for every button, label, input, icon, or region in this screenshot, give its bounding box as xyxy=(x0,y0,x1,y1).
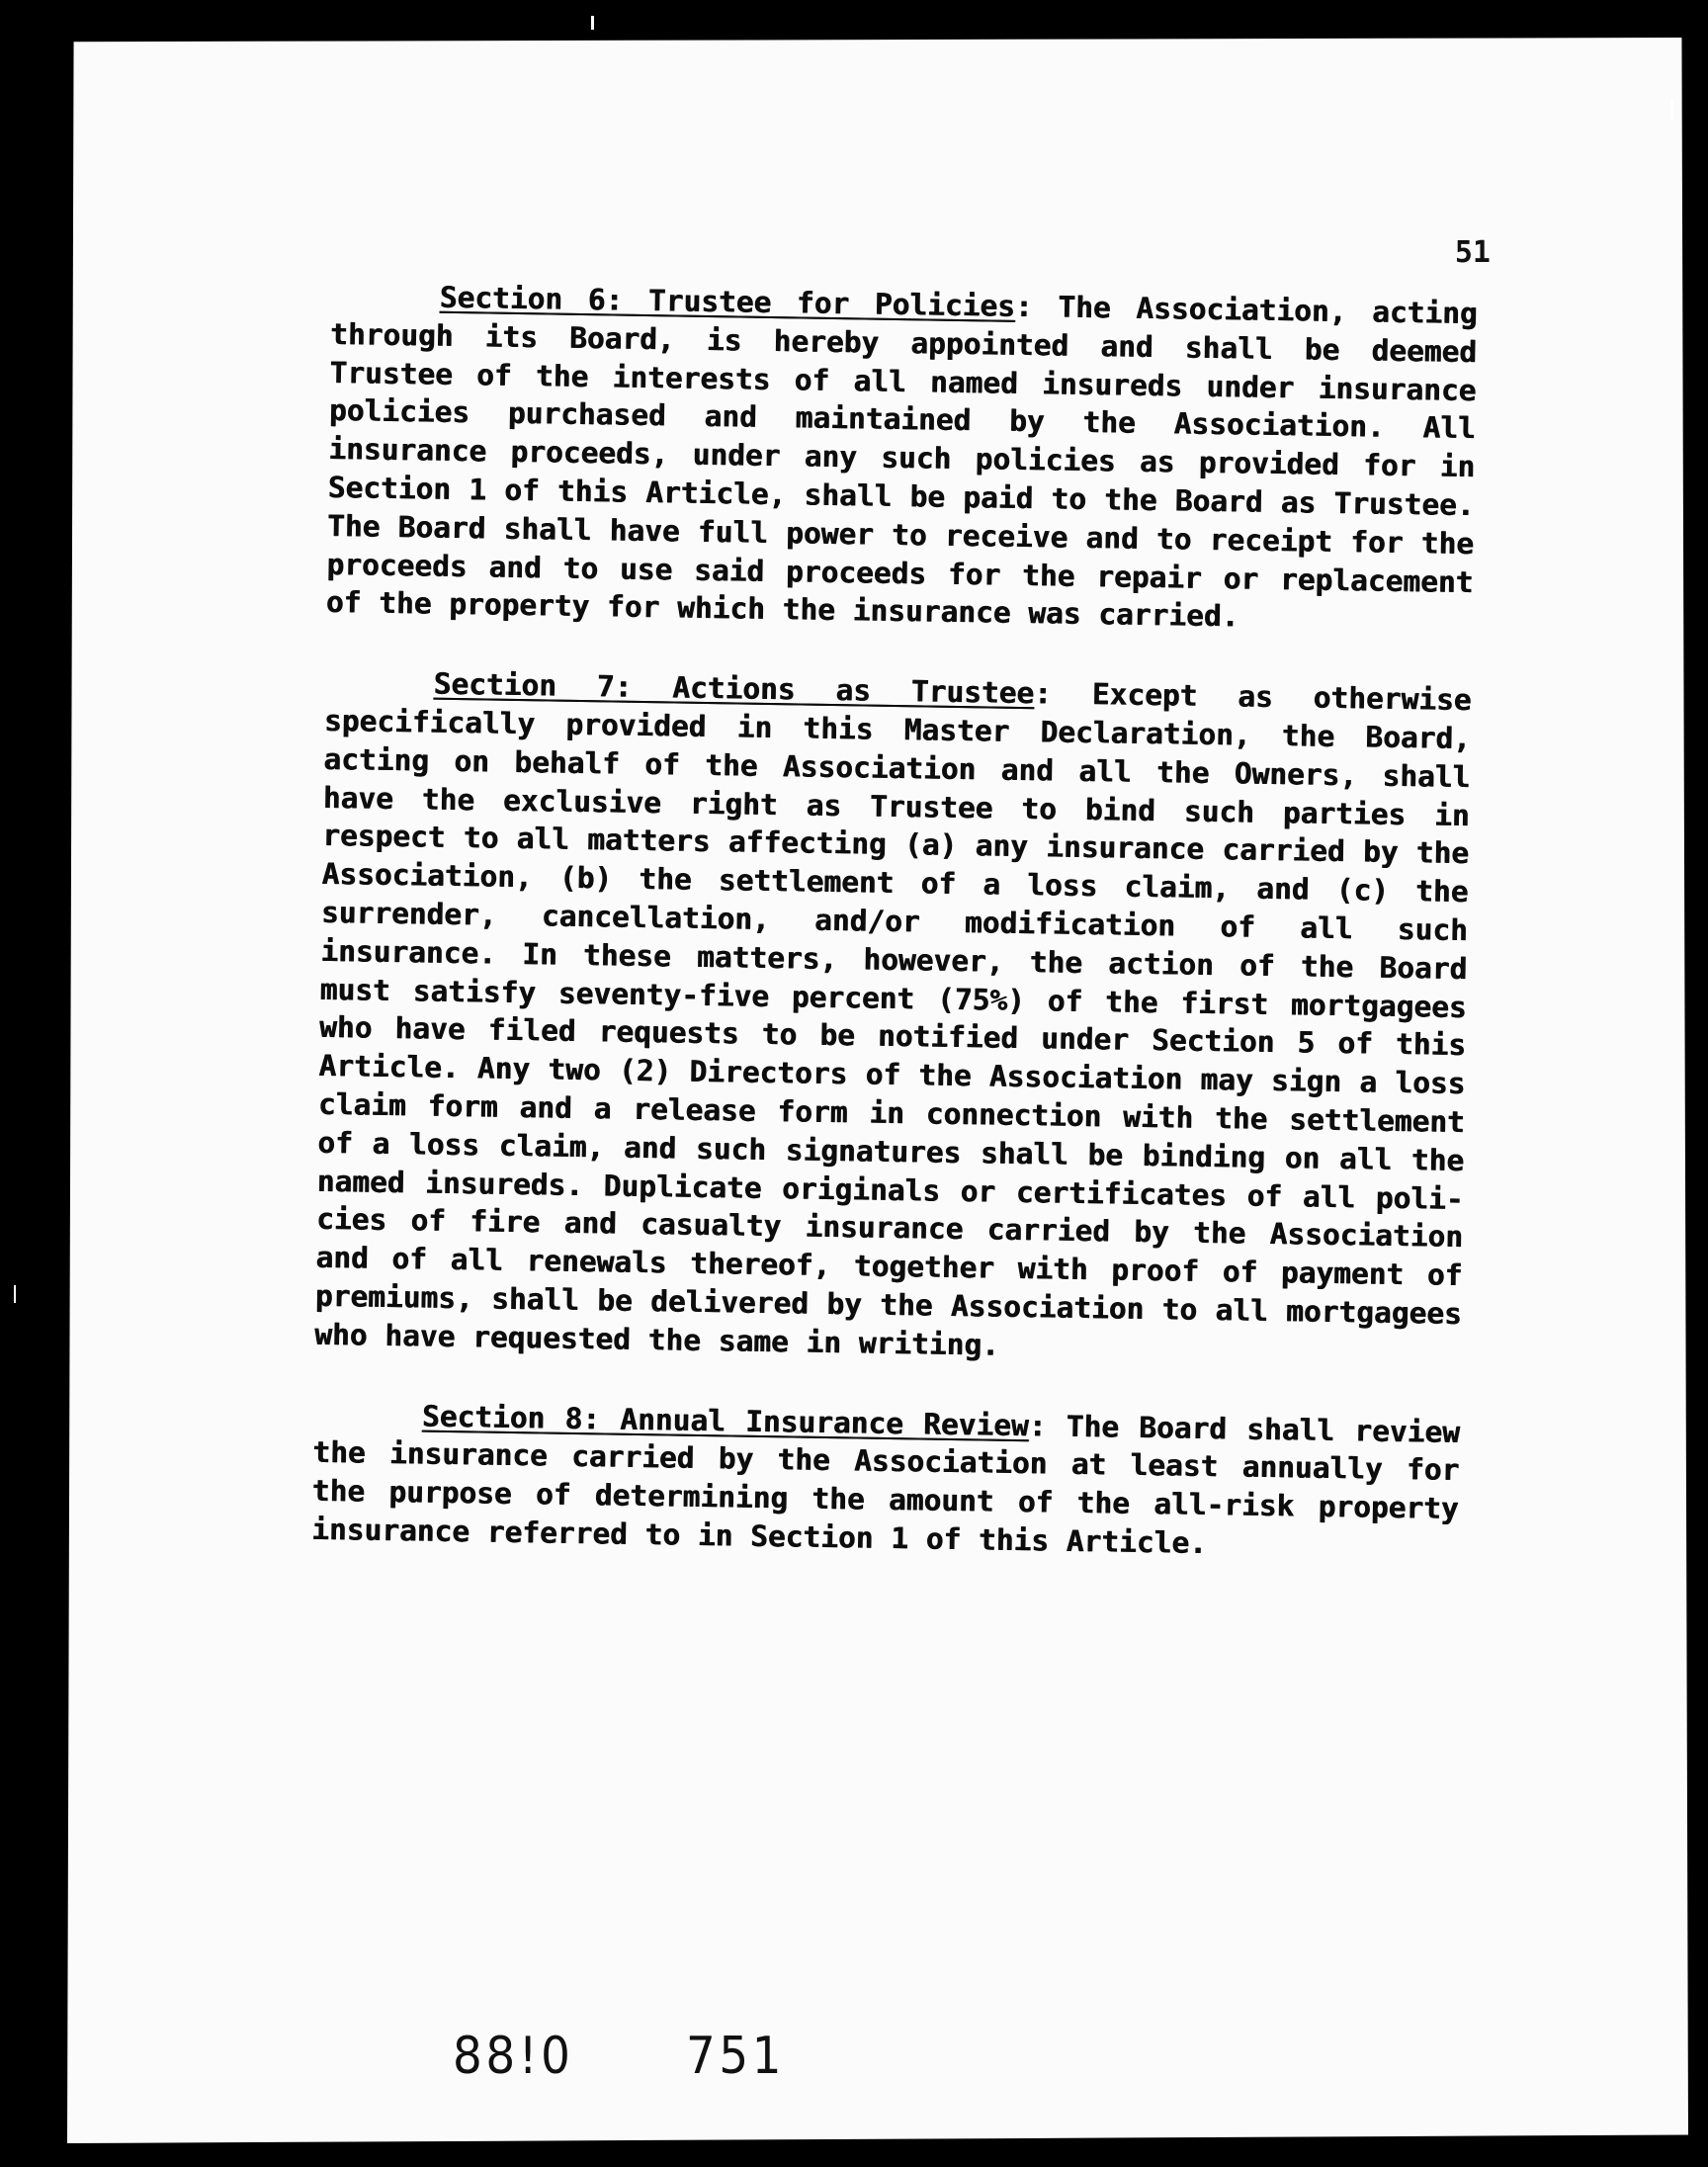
section-text: : Except as otherwise specifically provided in this Master Declaration, the Board, acting on behalf of the Association and all the Owners, shall have the exclusive right as Trustee to bind such parties in respect to all matters affecting (a) any insurance carried by the Association, (b) the settlement of a loss claim, and (c) the surrender, cancellation, and/or modification of all such insurance. In these matters, however, the action of the Board must satisfy seventy-five percent (75%) of the first mortgagees who have filed requests to be notified under Section 5 of this Article. Any two (2) Directors of the Association may sign a loss claim form and a release form in connection with the settlement of a loss claim, and such signatures shall be binding on all the named insureds. Duplicate originals or certificates of all policies of fire and casualty insurance carried by the Association and of all renewals thereof, together with proof of payment of premiums, shall be delivered by the Association to all mortgagees who have requested the same in writing. xyxy=(313,676,1472,1362)
scan-speck xyxy=(14,1285,16,1303)
section-text: : The Association, acting through its Board, is hereby appointed and shall be deemed Trustee of the interests of all named insureds under insurance policies purchased and maintained by the Association. All insurance proceeds, under any such policies as provided for in Section 1 of this Article, shall be paid to the Board as Trustee. The Board shall have full power to receive and to receipt for the proceeds and to use said proceeds for the repair or replacement of the property for which the insurance was carried. xyxy=(325,289,1478,634)
section-7 xyxy=(314,663,1472,1371)
section-8 xyxy=(311,1395,1460,1566)
section-6 xyxy=(326,277,1478,640)
page-number: 51 xyxy=(1454,235,1491,270)
scan-speck xyxy=(1670,99,1673,119)
section-heading: Section 8: Annual Insurance Review xyxy=(421,1399,1029,1442)
scan-speck xyxy=(591,16,594,30)
section-heading: Section 6: Trustee for Policies xyxy=(439,280,1016,323)
footer-code-left: 88!0 xyxy=(453,2027,574,2086)
footer-code-right: 751 xyxy=(686,2027,786,2086)
document-body xyxy=(310,277,1478,1608)
section-text: : The Board shall review the insurance carried by the Association at least annually for the purpose of determining the amount of the all-risk property insurance referred to in Section 1 of this Article. xyxy=(310,1408,1461,1560)
section-heading: Section 7: Actions as Trustee xyxy=(433,666,1035,711)
